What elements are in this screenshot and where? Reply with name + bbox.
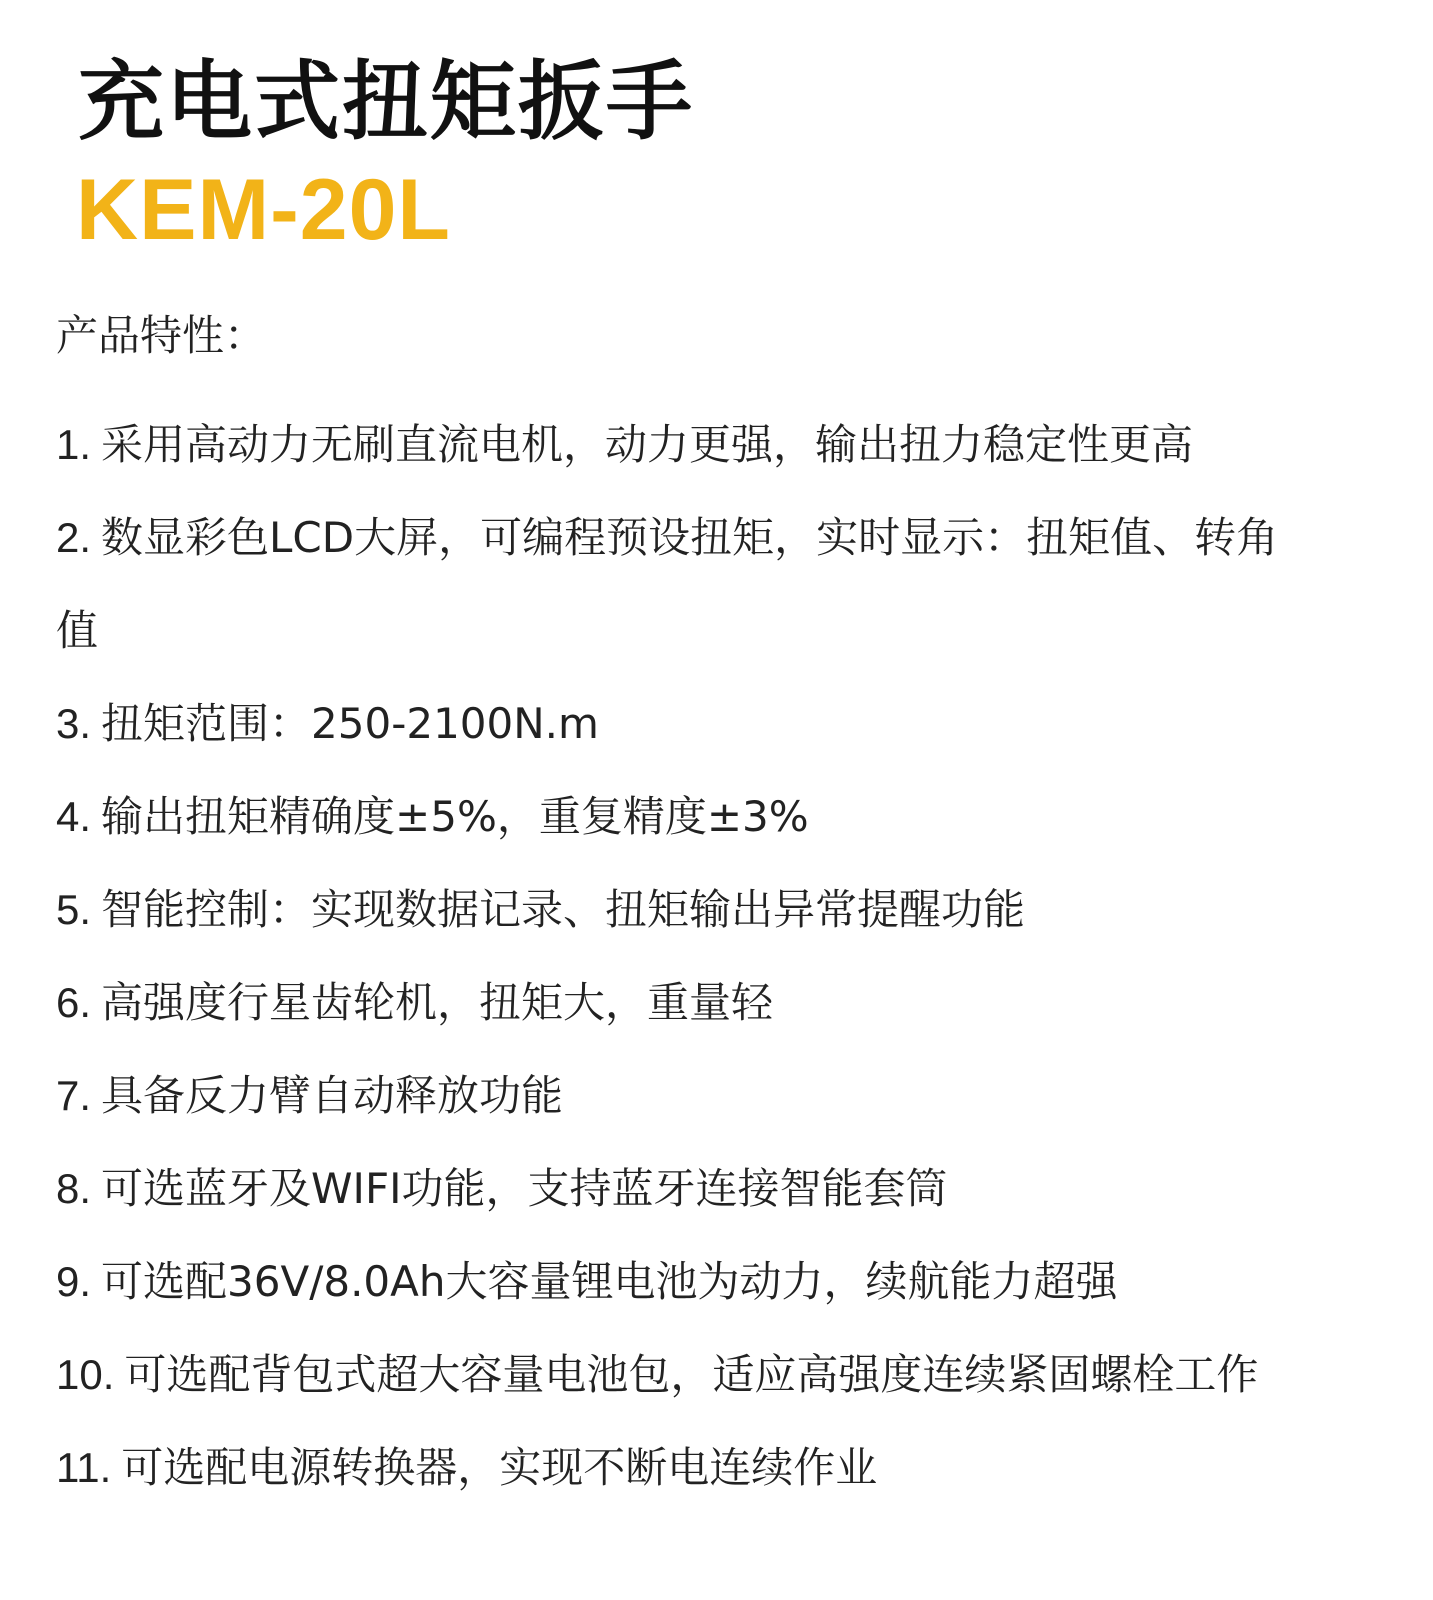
feature-item-6 — [56, 956, 1386, 1049]
feature-number: 11. — [56, 1444, 112, 1491]
feature-text: 可选配36V/8.0Ah大容量锂电池为动力，续航能力超强 — [101, 1257, 1118, 1306]
feature-number: 8. — [56, 1165, 92, 1212]
feature-text: 输出扭矩精确度±5%，重复精度±3% — [101, 792, 809, 841]
feature-text: 可选蓝牙及WIFI功能，支持蓝牙连接智能套筒 — [101, 1164, 948, 1213]
feature-number: 6. — [56, 979, 92, 1026]
feature-item-10 — [56, 1328, 1386, 1421]
feature-number: 3. — [56, 700, 92, 747]
feature-text: 扭矩范围：250-2100N.m — [101, 699, 599, 748]
feature-item-8 — [56, 1142, 1386, 1235]
feature-text: 具备反力臂自动释放功能 — [101, 1071, 564, 1120]
feature-number: 7. — [56, 1072, 92, 1119]
feature-text: 数显彩色LCD大屏，可编程预设扭矩，实时显示：扭矩值、转角值 — [56, 513, 1279, 655]
feature-number: 2. — [56, 514, 92, 561]
feature-number: 9. — [56, 1258, 92, 1305]
features-list — [56, 398, 1386, 1514]
feature-text: 高强度行星齿轮机，扭矩大，重量轻 — [101, 978, 774, 1027]
product-model: KEM-20L — [76, 162, 451, 258]
feature-item-2 — [56, 491, 1286, 677]
feature-item-4 — [56, 770, 1386, 863]
feature-item-1 — [56, 398, 1386, 491]
feature-item-9 — [56, 1235, 1386, 1328]
feature-number: 1. — [56, 421, 92, 468]
feature-text: 采用高动力无刷直流电机，动力更强，输出扭力稳定性更高 — [101, 420, 1194, 469]
features-label: 产品特性： — [56, 311, 267, 360]
feature-number: 4. — [56, 793, 92, 840]
feature-item-7 — [56, 1049, 1386, 1142]
product-title: 充电式扭矩扳手 — [78, 52, 694, 152]
feature-item-3 — [56, 677, 1386, 770]
feature-text: 智能控制：实现数据记录、扭矩输出异常提醒功能 — [101, 885, 1026, 934]
feature-number: 10. — [56, 1351, 115, 1398]
feature-text: 可选配电源转换器，实现不断电连续作业 — [121, 1443, 878, 1492]
feature-number: 5. — [56, 886, 92, 933]
feature-item-11 — [56, 1421, 1386, 1514]
feature-item-5 — [56, 863, 1386, 956]
feature-text: 可选配背包式超大容量电池包，适应高强度连续紧固螺栓工作 — [124, 1350, 1259, 1399]
